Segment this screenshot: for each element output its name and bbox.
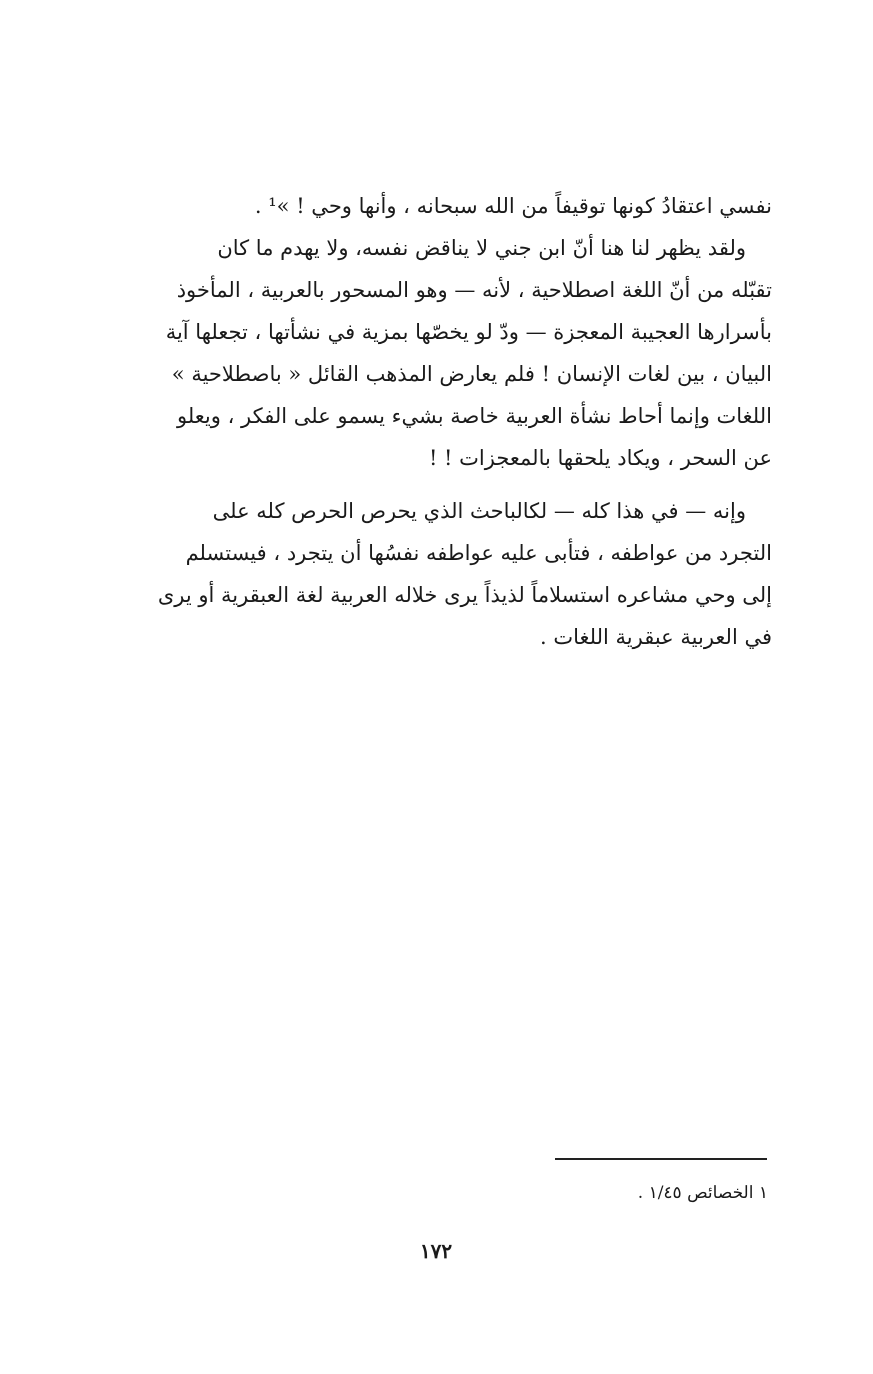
text-line: إلى وحي مشاعره استسلاماً لذيذاً يرى خلاله العربية لغة العبقرية أو يرى: [157, 583, 772, 607]
text-line: عن السحر ، ويكاد يلحقها بالمعجزات ! !: [428, 446, 772, 470]
text-line: البيان ، بين لغات الإنسان ! فلم يعارض المذهب القائل « باصطلاحية »: [171, 362, 772, 386]
text-line: في العربية عبقرية اللغات .: [540, 625, 772, 649]
main-text-upper: [100, 185, 772, 479]
text-line: بأسرارها العجيبة المعجزة — ودّ لو يخصّها بمزية في نشأتها ، تجعلها آية: [165, 320, 772, 344]
text-line: اللغات وإنما أحاط نشأة العربية خاصة بشيء يسمو على الفكر ، ويعلو: [177, 404, 772, 428]
text-line: ولقد يظهر لنا هنا أنّ ابن جني لا يناقض نفسه، ولا يهدم ما كان: [217, 236, 746, 260]
text-line: نفسي اعتقادُ كونها توقيفاً من الله سبحانه ، وأنها وحي ! »¹ .: [254, 194, 772, 218]
page-number: ١٧٢: [419, 1239, 453, 1263]
footnote-divider: [555, 1158, 767, 1160]
main-text-lower: [100, 490, 772, 658]
text-line: التجرد من عواطفه ، فتأبى عليه عواطفه نفسُها أن يتجرد ، فيستسلم: [185, 541, 772, 565]
text-line: تقبّله من أنّ اللغة اصطلاحية ، لأنه — وهو المسحور بالعربية ، المأخوذ: [176, 278, 772, 302]
footnote: ١ الخصائص ١/٤٥ .: [637, 1183, 768, 1203]
text-line: وإنه — في هذا كله — لكالباحث الذي يحرص الحرص كله على: [212, 499, 746, 523]
